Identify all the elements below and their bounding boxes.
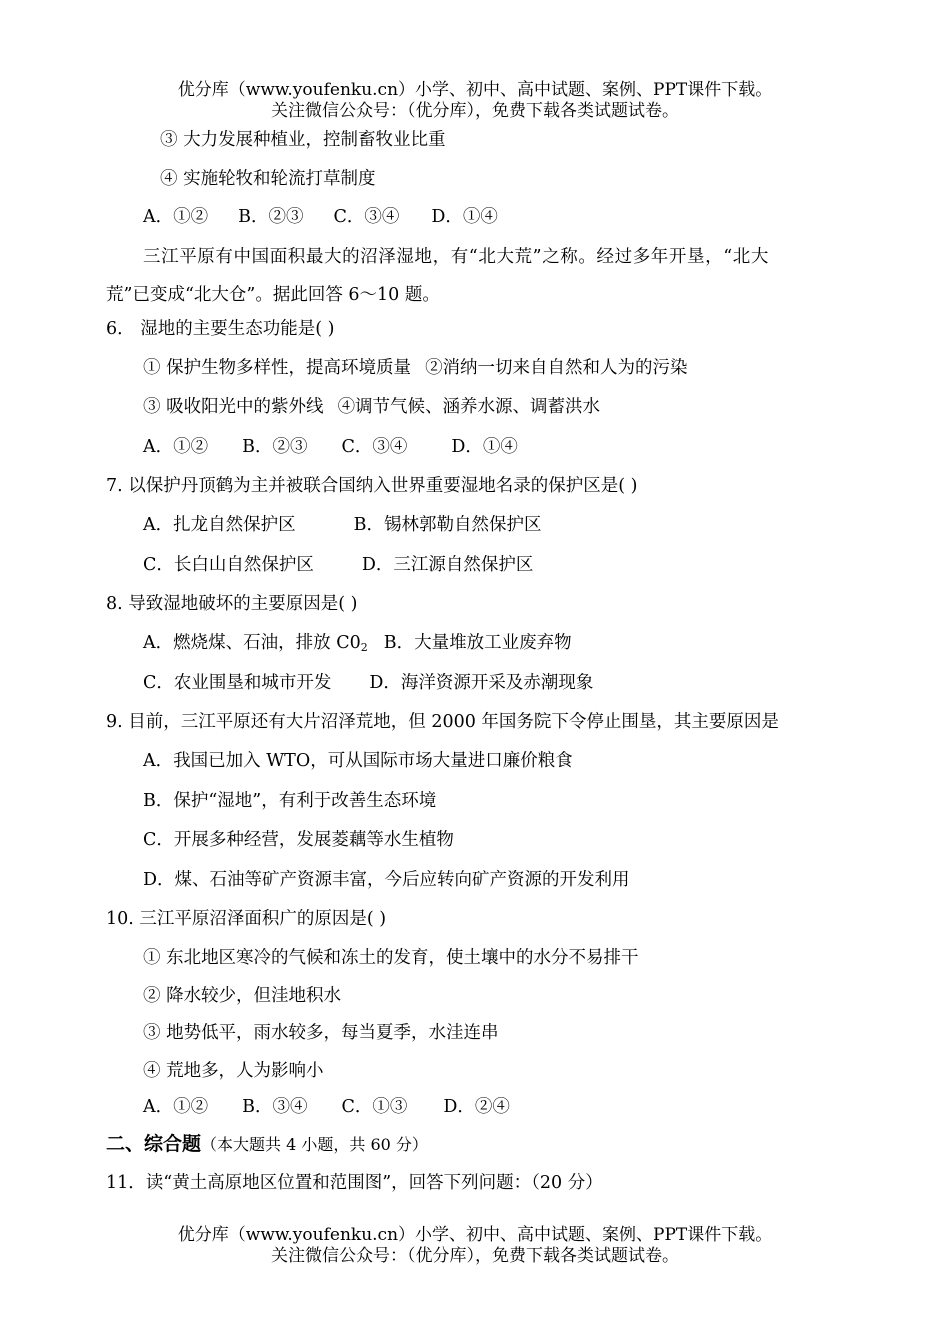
q10-statement-1: ① 东北地区寒冷的气候和冻土的发育，使土壤中的水分不易排干 xyxy=(143,948,639,968)
q7-options-row-1 xyxy=(143,514,542,536)
q6-options xyxy=(143,436,518,458)
option-b: B．②③ xyxy=(238,207,304,227)
q11-stem: 11．读“黄土高原地区位置和范围图”，回答下列问题：（20 分） xyxy=(106,1173,603,1193)
q9-stem: 9. 目前，三江平原还有大片沼泽荒地，但 2000 年国务院下令停止围垦，其主要原因是 xyxy=(106,712,779,732)
section-2-heading xyxy=(106,1133,428,1156)
q6-statement-2: ②消纳一切来自自然和人为的污染 xyxy=(425,358,688,378)
q10-statement-4: ④ 荒地多，人为影响小 xyxy=(143,1061,324,1081)
q6-statements-row-1 xyxy=(143,357,688,379)
passage-line-2: 荒”已变成“北大仓”。据此回答 6～10 题。 xyxy=(106,285,440,305)
option-d: D．②④ xyxy=(443,1097,510,1117)
q10-options xyxy=(143,1096,510,1118)
q6-statement-4: ④调节气候、涵养水源、调蓄洪水 xyxy=(337,397,601,417)
option-b: B．锡林郭勒自然保护区 xyxy=(353,515,542,535)
q10-statement-3: ③ 地势低平，雨水较多，每当夏季，水洼连串 xyxy=(143,1023,499,1043)
option-c: C．长白山自然保护区 xyxy=(143,555,314,575)
page-header-line-1: 优分库（www.youfenku.cn）小学、初中、高中试题、案例、PPT课件下载。 xyxy=(177,80,773,100)
option-c: C．③④ xyxy=(333,207,400,227)
page-header-line-2: 关注微信公众号：（优分库），免费下载各类试题试卷。 xyxy=(271,101,679,121)
co2-subscript: 2 xyxy=(360,641,368,654)
q6-stem: 6． 湿地的主要生态功能是( ) xyxy=(106,319,335,339)
q6-statement-1: ① 保护生物多样性，提高环境质量 xyxy=(143,358,412,378)
option-a: A．①② xyxy=(143,437,209,457)
option-c: C．农业围垦和城市开发 xyxy=(143,673,332,693)
option-d: D．三江源自然保护区 xyxy=(361,555,534,575)
option-b: B．大量堆放工业废弃物 xyxy=(383,633,572,653)
q9-option-c: C．开展多种经营，发展菱藕等水生植物 xyxy=(143,830,454,850)
option-a: A．①② xyxy=(143,207,209,227)
q6-statement-3: ③ 吸收阳光中的紫外线 xyxy=(143,397,324,417)
page-footer-line-1: 优分库（www.youfenku.cn）小学、初中、高中试题、案例、PPT课件下载。 xyxy=(177,1225,773,1245)
q6-statements-row-2 xyxy=(143,396,600,418)
q7-stem: 7. 以保护丹顶鹤为主并被联合国纳入世界重要湿地名录的保护区是( ) xyxy=(106,476,638,496)
q9-option-d: D．煤、石油等矿产资源丰富，今后应转向矿产资源的开发利用 xyxy=(143,870,630,890)
q10-statement-2: ② 降水较少，但洼地积水 xyxy=(143,986,342,1006)
passage-line-1: 三江平原有中国面积最大的沼泽湿地，有“北大荒”之称。经过多年开垦，“北大 xyxy=(143,247,769,267)
q8-options-row-2 xyxy=(143,672,593,694)
carryover-item-4: ④ 实施轮牧和轮流打草制度 xyxy=(160,169,376,189)
option-d: D．①④ xyxy=(451,437,518,457)
section-2-title: 二、综合题 xyxy=(106,1133,202,1155)
q9-option-a: A．我国已加入 WTO，可从国际市场大量进口廉价粮食 xyxy=(143,751,573,771)
q8-stem: 8. 导致湿地破坏的主要原因是( ) xyxy=(106,594,358,614)
option-b: B．③④ xyxy=(242,1097,308,1117)
option-c: C．③④ xyxy=(341,437,408,457)
carryover-item-3: ③ 大力发展种植业，控制畜牧业比重 xyxy=(160,130,446,150)
section-2-note: （本大题共 4 小题，共 60 分） xyxy=(201,1135,428,1154)
page-footer-line-2: 关注微信公众号：（优分库），免费下载各类试题试卷。 xyxy=(271,1246,679,1266)
option-d: D．①④ xyxy=(431,207,498,227)
carryover-options xyxy=(143,206,498,228)
option-d: D．海洋资源开采及赤潮现象 xyxy=(369,673,594,693)
q8-options-row-1 xyxy=(143,632,572,659)
q9-option-b: B．保护“湿地”，有利于改善生态环境 xyxy=(143,791,437,811)
option-b: B．②③ xyxy=(242,437,308,457)
q10-stem: 10. 三江平原沼泽面积广的原因是( ) xyxy=(106,909,387,929)
option-a: A．扎龙自然保护区 xyxy=(143,515,296,535)
option-a: A．燃烧煤、石油，排放 C0 xyxy=(143,633,361,653)
option-c: C．①③ xyxy=(341,1097,408,1117)
q7-options-row-2 xyxy=(143,554,533,576)
option-a: A．①② xyxy=(143,1097,209,1117)
